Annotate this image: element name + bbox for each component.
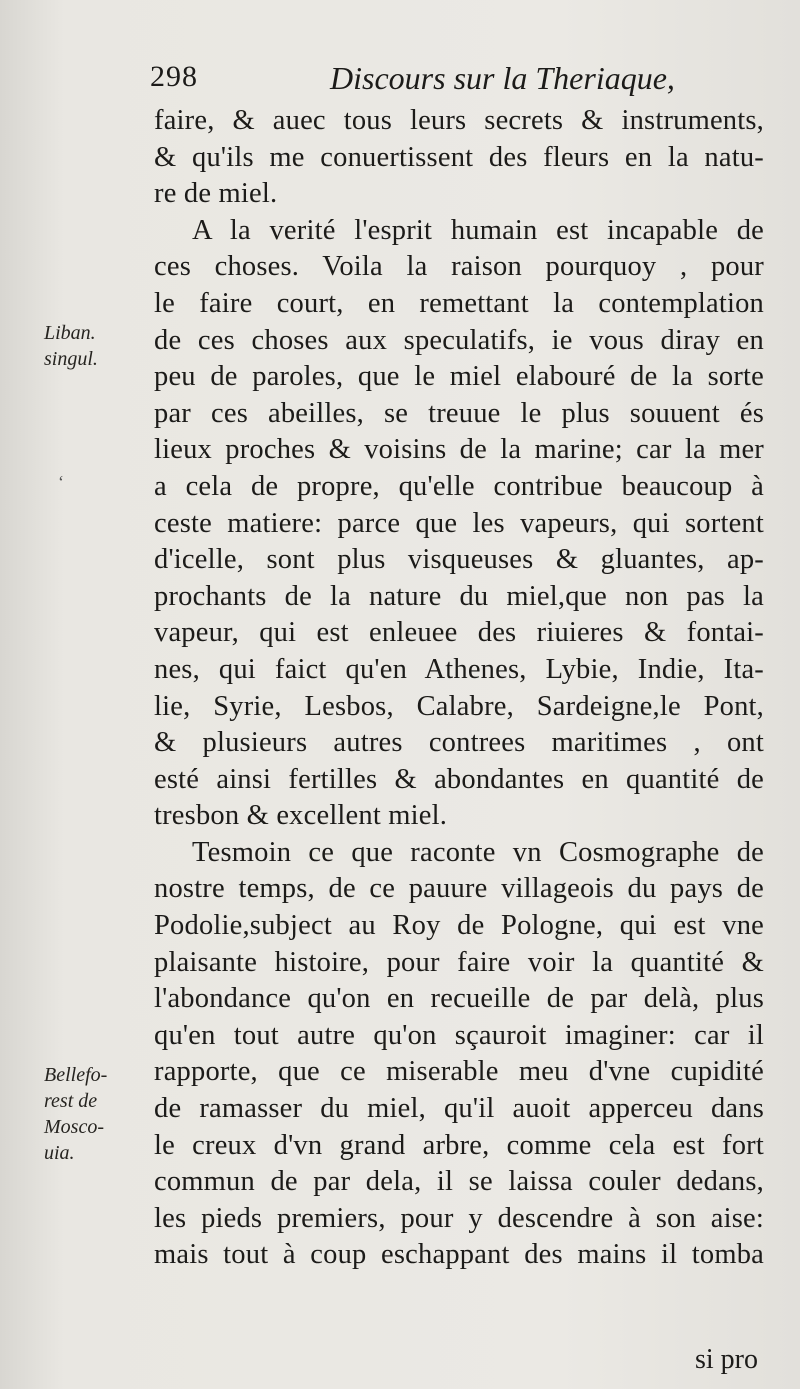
margin-note-line: singul. xyxy=(44,348,98,370)
page-header xyxy=(150,60,770,106)
page-number: 298 xyxy=(150,60,198,93)
margin-note-line: Bellefo- xyxy=(44,1064,108,1086)
text-line: de ramasser du miel, qu'il auoit apperceu dans xyxy=(154,1093,764,1125)
text-line: esté ainsi fertilles & abondantes en quantité de xyxy=(154,763,764,795)
text-line: & plusieurs autres contrees maritimes , ont xyxy=(154,727,764,759)
text-line: Tesmoin ce que raconte vn Cosmographe de xyxy=(192,836,764,868)
text-line: prochants de la nature du miel,que non pas la xyxy=(154,580,764,612)
text-line: A la verité l'esprit humain est incapable de xyxy=(192,214,764,246)
text-line: les pieds premiers, pour y descendre à son aise: xyxy=(154,1202,764,1234)
text-line: commun de par dela, il se laissa couler dedans, xyxy=(154,1166,764,1198)
text-line: lie, Syrie, Lesbos, Calabre, Sardeigne,le Pont, xyxy=(154,690,764,722)
running-title: Discours sur la Theriaque, xyxy=(330,60,675,96)
text-line: lieux proches & voisins de la marine; car la mer xyxy=(154,434,764,466)
margin-note-line: uia. xyxy=(44,1142,75,1164)
margin-note-bellefor xyxy=(44,1062,107,1166)
text-line: plaisante histoire, pour faire voir la quantité & xyxy=(154,946,764,978)
margin-note-liban xyxy=(44,320,98,372)
text-line: tresbon & excellent miel. xyxy=(154,800,448,832)
text-line: nes, qui faict qu'en Athenes, Lybie, Indie, Ita- xyxy=(154,653,764,685)
text-line: nostre temps, de ce pauure villageois du pays de xyxy=(154,873,764,905)
text-line: ces choses. Voila la raison pourquoy , pour xyxy=(154,251,764,283)
text-line: d'icelle, sont plus visqueuses & gluantes, ap- xyxy=(154,544,764,576)
text-line: le creux d'vn grand arbre, comme cela est fort xyxy=(154,1129,764,1161)
text-line: a cela de propre, qu'elle contribue beaucoup à xyxy=(154,470,764,502)
body-text xyxy=(154,103,764,1274)
text-line: le faire court, en remettant la contemplation xyxy=(154,287,764,319)
text-line: vapeur, qui est enleuee des riuieres & fontai- xyxy=(154,617,764,649)
text-line: & qu'ils me conuertissent des fleurs en la natu- xyxy=(154,141,764,173)
margin-note-line: Mosco- xyxy=(44,1116,104,1138)
text-line: faire, & auec tous leurs secrets & instruments, xyxy=(154,105,764,136)
catchword: si pro xyxy=(695,1344,758,1375)
text-line: mais tout à coup eschappant des mains il tomba xyxy=(154,1239,764,1271)
text-line: re de miel. xyxy=(154,178,278,210)
text-line: qu'en tout autre qu'on sçauroit imaginer: car il xyxy=(154,1019,764,1051)
text-line: par ces abeilles, se treuue le plus souuent és xyxy=(154,397,764,429)
margin-note-line: Liban. xyxy=(44,322,96,344)
text-line: de ces choses aux speculatifs, ie vous diray en xyxy=(154,324,764,356)
text-line: peu de paroles, que le miel elabouré de la sorte xyxy=(154,361,764,393)
text-line: Podolie,subject au Roy de Pologne, qui est vne xyxy=(154,910,764,942)
text-line: rapporte, que ce miserable meu d'vne cupidité xyxy=(154,1056,764,1088)
margin-note-line: rest de xyxy=(44,1090,98,1112)
stray-ink-mark: ʻ xyxy=(58,472,64,492)
text-line: ceste matiere: parce que les vapeurs, qui sortent xyxy=(154,507,764,539)
text-line: l'abondance qu'on en recueille de par delà, plus xyxy=(154,983,764,1015)
